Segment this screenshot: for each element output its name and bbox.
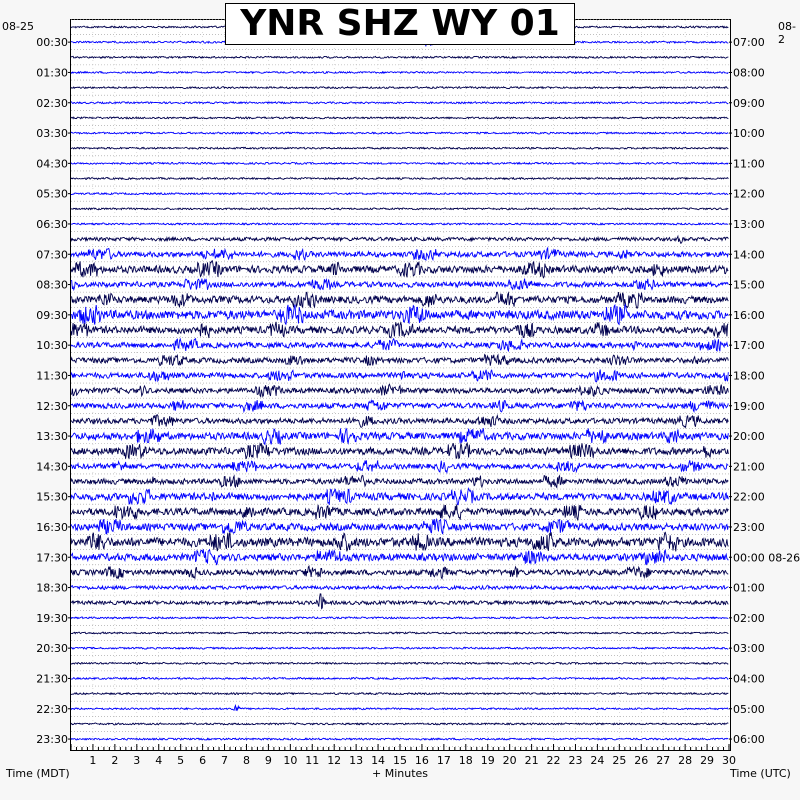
station-title: YNR SHZ WY 01 <box>225 3 575 45</box>
left-tick-label: 00:30 <box>36 36 68 50</box>
left-tick-label: 18:30 <box>36 581 68 595</box>
minute-tick-label: 27 <box>656 754 671 767</box>
minute-tick-label: 2 <box>111 754 119 767</box>
minute-tick-label: 21 <box>524 754 539 767</box>
right-tick-label: 19:00 <box>733 399 765 413</box>
right-tick-label: 18:00 <box>733 369 765 383</box>
minute-tick-label: 6 <box>199 754 207 767</box>
left-tick-label: 13:30 <box>36 430 68 444</box>
left-tick-label: 16:30 <box>36 520 68 534</box>
minute-tick-label: 8 <box>242 754 250 767</box>
left-tick-label: 21:30 <box>36 672 68 686</box>
left-tick-label: 12:30 <box>36 399 68 413</box>
minute-tick-label: 22 <box>546 754 561 767</box>
right-tick-label: 09:00 <box>733 96 765 110</box>
right-tick-label: 17:00 <box>733 339 765 353</box>
right-tick-label: 21:00 <box>733 460 765 474</box>
right-tick-label: 00:00 08-26 <box>733 551 800 565</box>
minute-tick-label: 9 <box>264 754 272 767</box>
right-tick-label: 22:00 <box>733 490 765 504</box>
right-time-axis <box>729 36 800 746</box>
right-tick-label: 10:00 <box>733 127 765 141</box>
right-tick-label: 07:00 <box>733 36 765 50</box>
left-tick-label: 06:30 <box>36 217 68 231</box>
left-tick-label: 09:30 <box>36 308 68 322</box>
minute-tick-label: 14 <box>371 754 386 767</box>
right-tick-label: 01:00 <box>733 581 765 595</box>
right-tick-label: 13:00 <box>733 217 765 231</box>
left-tick-label: 17:30 <box>36 551 68 565</box>
left-tick-label: 22:30 <box>36 702 68 716</box>
left-tick-label: 11:30 <box>36 369 68 383</box>
left-tick-label: 07:30 <box>36 248 68 262</box>
minute-tick-label: 28 <box>678 754 693 767</box>
right-tick-label: 02:00 <box>733 611 765 625</box>
left-axis-title: Time (MDT) <box>6 767 70 780</box>
start-date-left: 08-25 <box>2 20 34 33</box>
left-tick-label: 04:30 <box>36 157 68 171</box>
minute-tick-label: 29 <box>700 754 715 767</box>
left-tick-label: 10:30 <box>36 339 68 353</box>
left-tick-label: 05:30 <box>36 187 68 201</box>
minute-tick-label: 26 <box>634 754 649 767</box>
minute-tick-label: 1 <box>89 754 97 767</box>
minute-tick-label: 3 <box>133 754 141 767</box>
right-tick-label: 06:00 <box>733 733 765 747</box>
right-tick-label: 16:00 <box>733 308 765 322</box>
minute-tick-label: 25 <box>612 754 627 767</box>
minute-tick-label: 10 <box>283 754 298 767</box>
minute-tick-label: 11 <box>305 754 320 767</box>
minute-tick-label: 24 <box>590 754 605 767</box>
minute-tick-label: 13 <box>349 754 364 767</box>
right-tick-label: 12:00 <box>733 187 765 201</box>
left-tick-label: 03:30 <box>36 127 68 141</box>
left-tick-label: 20:30 <box>36 642 68 656</box>
minute-tick-label: 12 <box>327 754 342 767</box>
minute-tick-label: 5 <box>177 754 185 767</box>
right-tick-label: 14:00 <box>733 248 765 262</box>
minute-tick-label: 16 <box>414 754 429 767</box>
plot-frame <box>71 20 731 751</box>
left-tick-label: 08:30 <box>36 278 68 292</box>
left-tick-label: 15:30 <box>36 490 68 504</box>
left-tick-label: 01:30 <box>36 66 68 80</box>
minute-tick-label: 30 <box>722 754 736 767</box>
start-date-right: 08-2 <box>778 20 796 46</box>
right-tick-label: 20:00 <box>733 430 765 444</box>
left-time-axis <box>36 36 71 746</box>
minute-tick-label: 7 <box>221 754 229 767</box>
right-tick-label: 11:00 <box>733 157 765 171</box>
left-tick-label: 19:30 <box>36 611 68 625</box>
left-tick-label: 23:30 <box>36 733 68 747</box>
right-tick-label: 15:00 <box>733 278 765 292</box>
right-tick-label: 23:00 <box>733 520 765 534</box>
minute-tick-label: 15 <box>393 754 407 767</box>
minute-tick-label: 19 <box>480 754 495 767</box>
minute-tick-label: 20 <box>502 754 517 767</box>
minute-tick-label: 23 <box>568 754 583 767</box>
minute-tick-label: 17 <box>436 754 451 767</box>
left-tick-label: 02:30 <box>36 96 68 110</box>
right-tick-label: 04:00 <box>733 672 765 686</box>
minute-tick-label: 4 <box>155 754 163 767</box>
x-axis-title: + Minutes <box>372 767 429 780</box>
right-tick-label: 05:00 <box>733 702 765 716</box>
minute-tick-label: 18 <box>458 754 473 767</box>
right-axis-title: Time (UTC) <box>730 767 791 780</box>
right-tick-label: 08:00 <box>733 66 765 80</box>
left-tick-label: 14:30 <box>36 460 68 474</box>
right-tick-label: 03:00 <box>733 642 765 656</box>
